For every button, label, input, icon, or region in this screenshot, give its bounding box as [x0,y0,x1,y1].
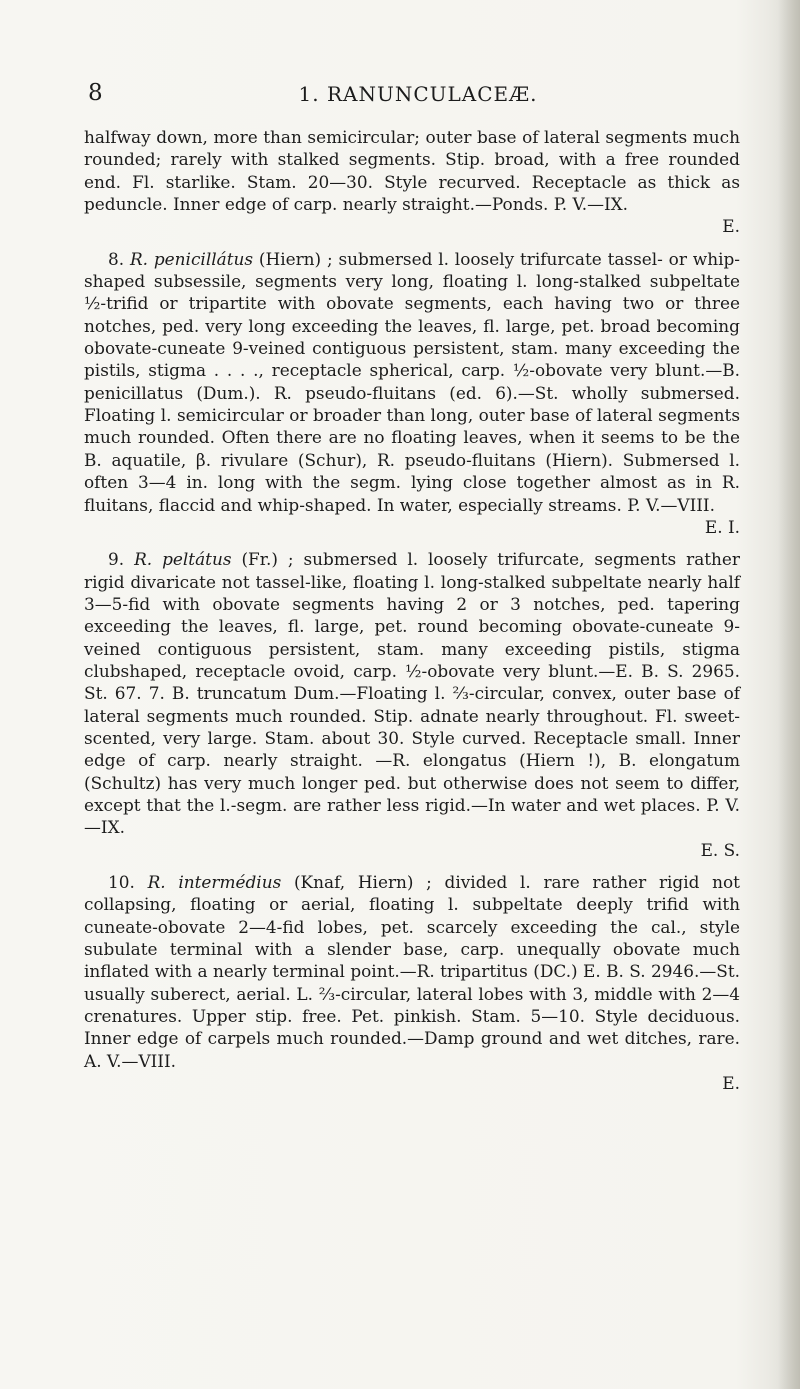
entry-number: 9. [108,549,125,570]
species-description: (Hiern) ; submersed l. loosely trifurcate tassel- or whip-shaped subsessile, segments very long, floating l. long-stalked subpeltate ½-trifid or tripartite with obovate segments, each having two or three notches, ped. very long exceeding the leaves, fl. large, pet. broad becoming obovate-cuneate 9-veined contiguous persistent, stam. many exceeding the pistils, stigma . . . ., receptacle spherical, carp. ½-obovate very blunt.—B. penicillatus (Dum.). R. pseudo-fluitans (ed. 6).—St. wholly submersed. Floating l. semicircular or broader than long, outer base of lateral segments much rounded. Often there are no floating leaves, when it seems to be the B. aquatile, β. rivulare (Schur), R. pseudo-fluitans (Hiern). Submersed l. often 3—4 in. long with the segm. lying close together almost as in R. fluitans, flaccid and whip-shaped. In water, especially streams. P. V.—VIII. [84,248,741,515]
paragraph-end [84,516,740,538]
species-entry-8 [84,248,740,538]
paragraph-end [84,1072,740,1094]
paragraph-end [84,215,740,237]
page-header [88,80,748,110]
species-entry-9 [84,548,740,861]
page-edge-shadow [778,0,800,1389]
genus-abbrev: R. [129,248,149,269]
paragraph-end [84,839,740,861]
distribution-code: E. [722,216,740,237]
page-number: 8 [88,80,103,106]
species-name: peltátus [162,549,232,570]
species-entry-10 [84,871,740,1094]
entry-number: 10. [108,872,135,892]
species-description: (Fr.) ; submersed l. loosely trifurcate, segments rather rigid divaricate not tassel-like, floating l. long-stalked subpeltate nearly half 3—5-fid with obovate segments having 2 or 3 notches, ped. tapering exceeding the leaves, fl. large, pet. round becoming obovate-cuneate 9-veined contiguous persistent, stam. many exceeding pistils, stigma clubshaped, receptacle ovoid, carp. ½-obovate very blunt.—E. B. S. 2965. St. 67. 7. B. truncatum Dum.—Floating l. ⅔-circular, convex, outer base of lateral segments much rounded. Stip. adnate nearly throughout. Fl. sweet-scented, very large. Stam. about 30. Style curved. Receptacle small. Inner edge of carp. nearly straight. —R. elongatus (Hiern !), B. elongatum (Schultz) has very much longer ped. but otherwise does not seem to differ, except that the l.-segm. are rather less rigid.—In water and wet places. P. V.—IX. [84,549,741,838]
entry-number: 8. [108,248,125,269]
species-name: penicillátus [153,248,254,269]
paragraph-continuation [84,126,740,238]
genus-abbrev: R. [134,549,153,570]
distribution-code: E. [722,1073,740,1094]
body-text [84,126,740,1094]
distribution-code: E. S. [700,839,740,860]
species-name: intermédius [178,872,282,892]
running-head: 1. RANUNCULACEÆ. [298,82,538,106]
distribution-code: E. I. [704,516,740,537]
species-description: (Knaf, Hiern) ; divided l. rare rather rigid not collapsing, floating or aerial, floating l. subpeltate deeply trifid with cuneate-obovate 2—4-fid lobes, pet. scarcely exceeding the cal., style subulate terminal with a slender base, carp. unequally obovate much inflated with a nearly terminal point.—R. tripartitus (DC.) E. B. S. 2946.—St. usually suberect, aerial. L. ⅔-circular, lateral lobes with 3, middle with 2—4 crenatures. Upper stip. free. Pet. pinkish. Stam. 5—10. Style deciduous. Inner edge of carpels much rounded.—Damp ground and wet ditches, rare. A. V.—VIII. [84,872,740,1071]
paragraph-text: halfway down, more than semicircular; outer base of lateral segments much rounded; rarely with stalked segments. Stip. broad, with a free rounded end. Fl. starlike. Stam. 20—30. Style recurved. Receptacle as thick as peduncle. Inner edge of carp. nearly straight.—Ponds. P. V.—IX. [84,127,740,215]
genus-abbrev: R. [147,872,166,892]
